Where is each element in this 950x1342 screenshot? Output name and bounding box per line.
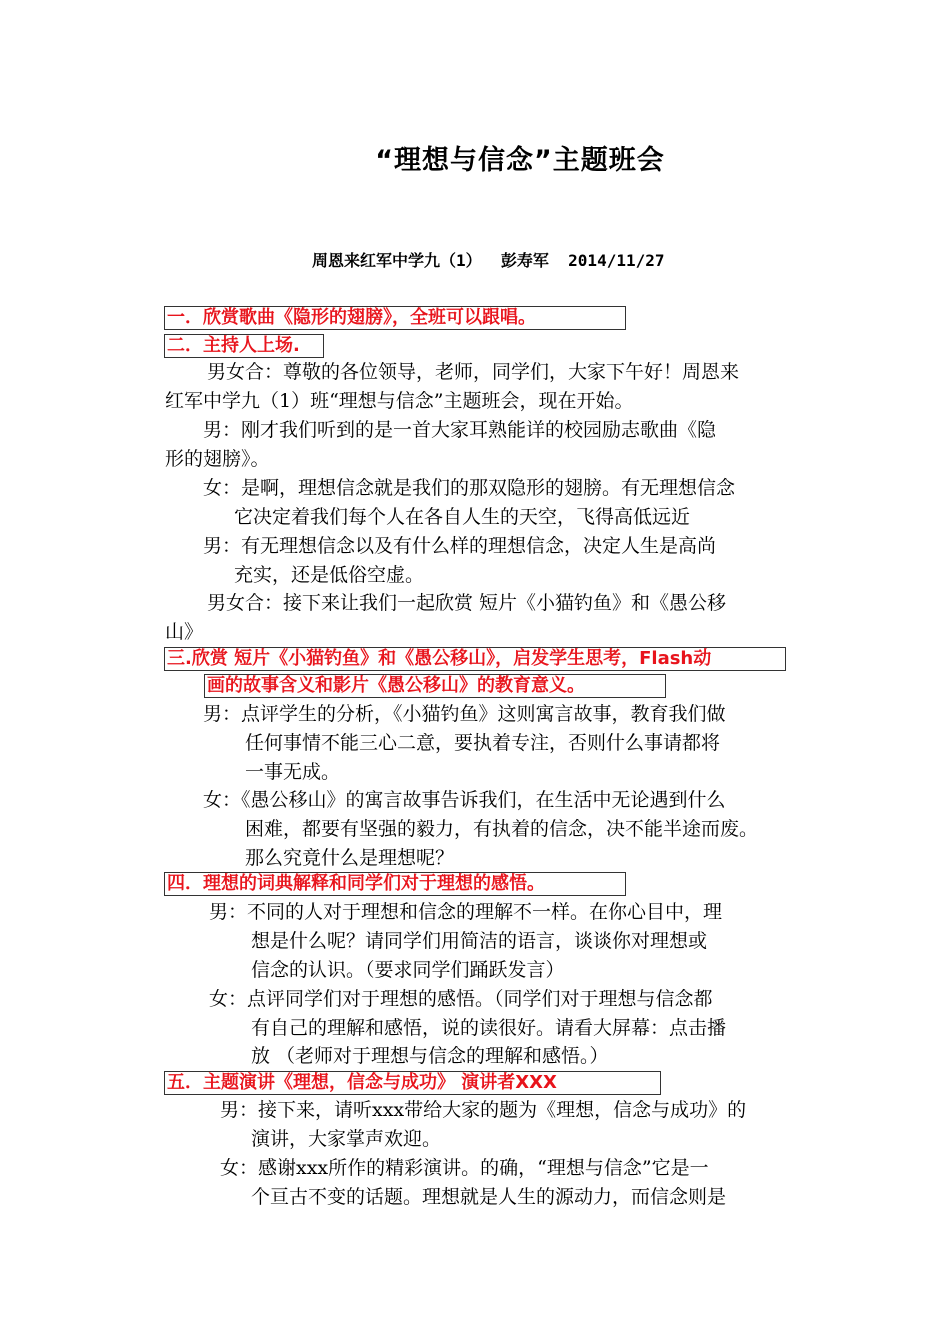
body-line: 一事无成。 xyxy=(245,761,341,783)
body-line: 它决定着我们每个人在各自人生的天空，飞得高低远近 xyxy=(234,506,691,528)
section-heading-2: 二．主持人上场. xyxy=(164,334,324,358)
body-line: 信念的认识。（要求同学们踊跃发言） xyxy=(251,959,565,981)
section-heading-5: 五．主题演讲《理想，信念与成功》 演讲者XXX xyxy=(164,1071,661,1095)
body-line: 女：是啊，理想信念就是我们的那双隐形的翅膀。有无理想信念 xyxy=(203,477,736,499)
body-line: 形的翅膀》。 xyxy=(165,448,270,470)
section-heading-3-cont: 画的故事含义和影片《愚公移山》的教育意义。 xyxy=(204,674,666,698)
body-line: 男：刚才我们听到的是一首大家耳熟能详的校园励志歌曲《隐 xyxy=(203,419,717,441)
body-line: 充实，还是低俗空虚。 xyxy=(234,564,425,586)
body-line: 男：有无理想信念以及有什么样的理想信念，决定人生是高尚 xyxy=(203,535,717,557)
body-line: 山》 xyxy=(165,621,204,643)
body-line: 女：点评同学们对于理想的感悟。（同学们对于理想与信念都 xyxy=(209,988,713,1010)
body-line: 红军中学九（1）班“理想与信念”主题班会，现在开始。 xyxy=(165,390,634,412)
body-line: 男女合：接下来让我们一起欣赏 短片《小猫钓鱼》和《愚公移 xyxy=(207,592,727,614)
byline: 周恩来红军中学九（1） 彭寿军 2014/11/27 xyxy=(312,251,665,270)
body-line: 放 （老师对于理想与信念的理解和感悟。） xyxy=(251,1045,609,1067)
body-line: 男女合：尊敬的各位领导，老师，同学们，大家下午好！周恩来 xyxy=(207,361,740,383)
body-line: 困难，都要有坚强的毅力，有执着的信念，决不能半途而废。 xyxy=(245,818,759,840)
body-line: 男：接下来，请听xxx带给大家的题为《理想，信念与成功》的 xyxy=(220,1099,747,1121)
body-line: 女：《愚公移山》的寓言故事告诉我们，在生活中无论遇到什么 xyxy=(203,789,726,811)
body-line: 任何事情不能三心二意，要执着专注，否则什么事请都将 xyxy=(245,732,721,754)
body-line: 男：点评学生的分析，《小猫钓鱼》这则寓言故事，教育我们做 xyxy=(203,703,726,725)
body-line: 有自己的理解和感悟，说的读很好。请看大屏幕：点击播 xyxy=(251,1017,727,1039)
section-heading-1: 一．欣赏歌曲《隐形的翅膀》，全班可以跟唱。 xyxy=(164,306,626,330)
body-line: 演讲，大家掌声欢迎。 xyxy=(251,1128,442,1150)
body-line: 女：感谢xxx所作的精彩演讲。的确，“理想与信念”它是一 xyxy=(220,1157,709,1179)
body-line: 那么究竟什么是理想呢？ xyxy=(245,847,455,869)
section-heading-4: 四．理想的词典解释和同学们对于理想的感悟。 xyxy=(164,872,626,896)
section-heading-3: 三.欣赏 短片《小猫钓鱼》和《愚公移山》，启发学生思考，Flash动 xyxy=(164,647,786,671)
page-title: “理想与信念”主题班会 xyxy=(375,145,665,176)
body-line: 想是什么呢？请同学们用简洁的语言，谈谈你对理想或 xyxy=(251,930,708,952)
body-line: 个亘古不变的话题。理想就是人生的源动力，而信念则是 xyxy=(251,1186,727,1208)
body-line: 男：不同的人对于理想和信念的理解不一样。在你心目中，理 xyxy=(209,901,723,923)
